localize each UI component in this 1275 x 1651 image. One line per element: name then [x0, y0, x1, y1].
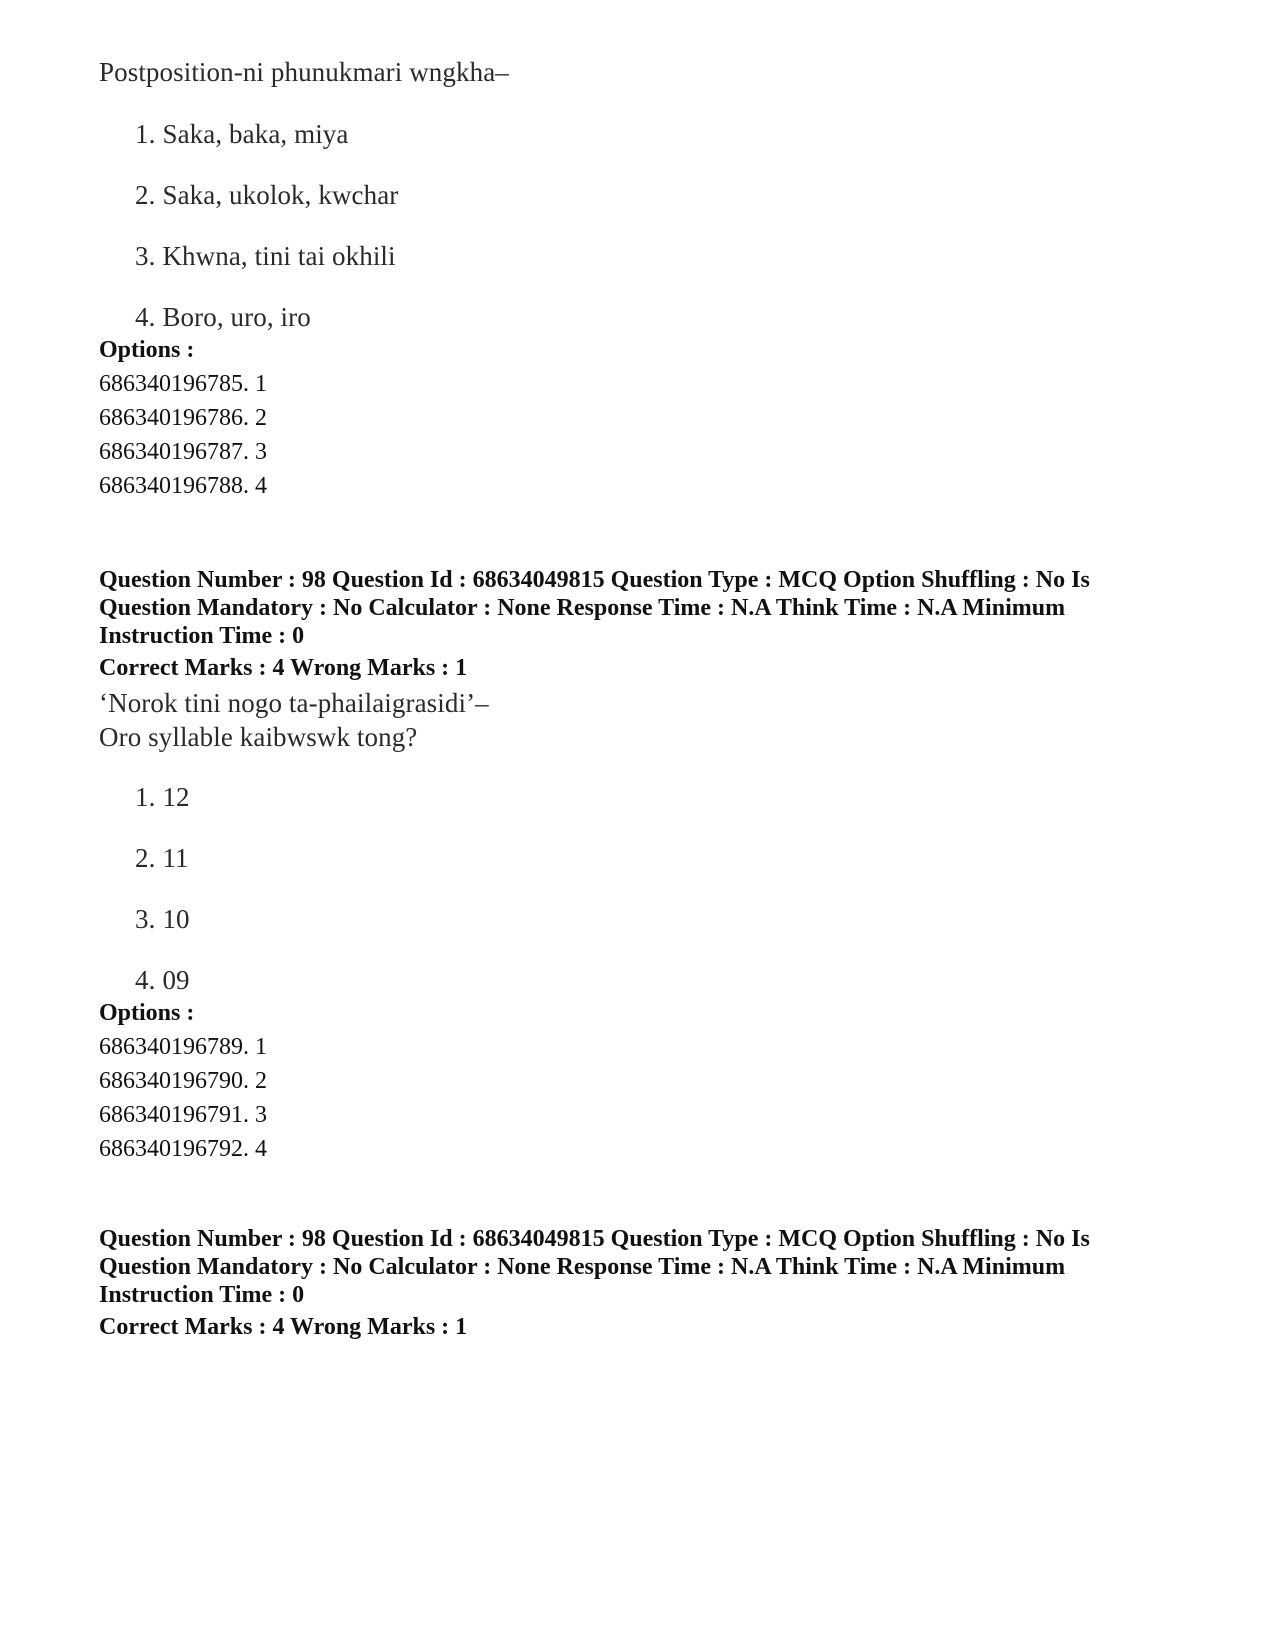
meta-line: Question Mandatory : No Calculator : None Response Time : N.A Think Time : N.A Minimum	[99, 595, 1066, 621]
meta-line: Instruction Time : 0	[99, 1282, 305, 1308]
option-row: 686340196788. 4	[99, 473, 267, 499]
question-a-options	[99, 333, 267, 503]
question-a-choice-2: 2. Saka, ukolok, kwchar	[135, 180, 399, 210]
question-b-choice-1: 1. 12	[135, 782, 190, 812]
option-row: 686340196789. 1	[99, 1034, 267, 1060]
question-b-choice-2: 2. 11	[135, 843, 189, 873]
option-row: 686340196792. 4	[99, 1136, 267, 1162]
meta-line: Question Number : 98 Question Id : 68634049815 Question Type : MCQ Option Shuffling : No Is	[99, 1226, 1090, 1252]
option-row: 686340196785. 1	[99, 371, 267, 397]
question-b-options	[99, 996, 267, 1166]
question-a-choice-4: 4. Boro, uro, iro	[135, 302, 311, 332]
question-b-stem-line-2: Oro syllable kaibwswk tong?	[99, 722, 418, 752]
option-row: 686340196786. 2	[99, 405, 267, 431]
question-b-image	[99, 686, 699, 1006]
question-b-choice-3: 3. 10	[135, 904, 190, 934]
option-row: 686340196791. 3	[99, 1102, 267, 1128]
meta-line: Question Number : 98 Question Id : 68634049815 Question Type : MCQ Option Shuffling : No Is	[99, 567, 1090, 593]
question-a-choice-1: 1. Saka, baka, miya	[135, 119, 349, 149]
question-b-choice-4: 4. 09	[135, 965, 190, 995]
question-c-marks: Correct Marks : 4 Wrong Marks : 1	[99, 1314, 468, 1340]
question-b-marks: Correct Marks : 4 Wrong Marks : 1	[99, 655, 468, 681]
question-c-meta	[99, 1225, 1179, 1309]
options-title: Options :	[99, 337, 195, 363]
option-row: 686340196790. 2	[99, 1068, 267, 1094]
question-b-meta	[99, 566, 1179, 650]
meta-line: Question Mandatory : No Calculator : None Response Time : N.A Think Time : N.A Minimum	[99, 1254, 1066, 1280]
meta-line: Instruction Time : 0	[99, 623, 305, 649]
options-title: Options :	[99, 1000, 195, 1026]
question-a-choice-3: 3. Khwna, tini tai okhili	[135, 241, 396, 271]
question-a-stem: Postposition-ni phunukmari wngkha–	[99, 57, 509, 87]
question-a-image	[99, 55, 699, 345]
option-row: 686340196787. 3	[99, 439, 267, 465]
question-b-stem-line-1: ‘Norok tini nogo ta-phailaigrasidi’–	[99, 688, 489, 718]
